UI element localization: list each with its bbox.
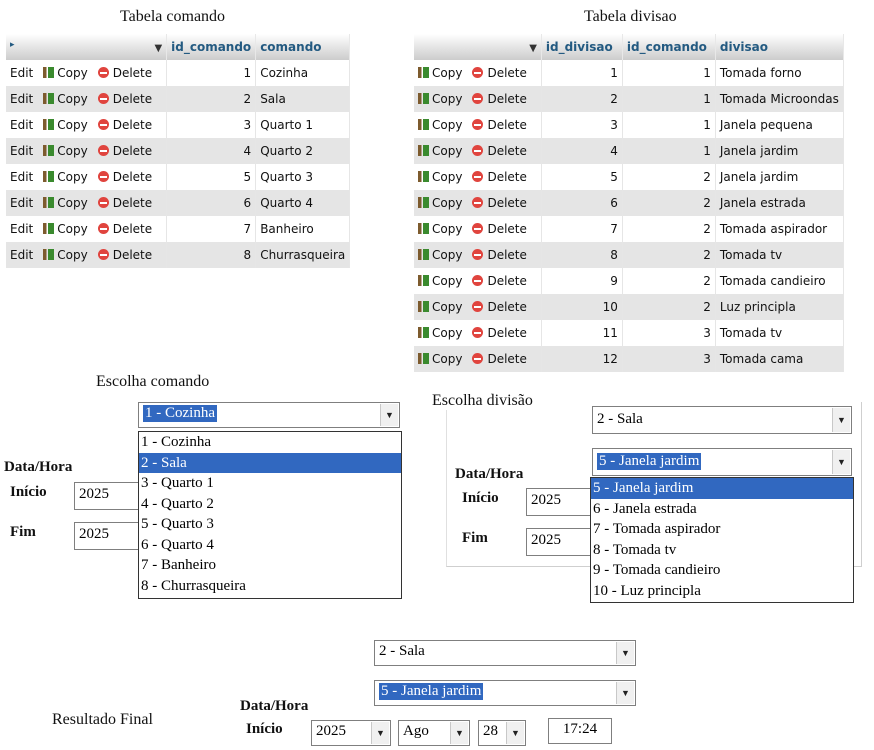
copy-icon: [43, 197, 54, 208]
delete-link[interactable]: [472, 66, 526, 80]
copy-link[interactable]: [43, 170, 87, 184]
delete-icon: [472, 93, 483, 104]
delete-link[interactable]: [472, 300, 526, 314]
comando-table-title: Tabela comando: [120, 8, 226, 25]
copy-icon: [418, 223, 429, 234]
delete-icon: [472, 249, 483, 260]
row-actions: [414, 190, 541, 216]
inicio-label: Início: [10, 484, 47, 500]
chevron-down-icon[interactable]: ▼: [450, 722, 468, 744]
copy-link[interactable]: [418, 326, 462, 340]
id-comando-cell: 1: [622, 112, 715, 138]
delete-label: Delete: [112, 66, 153, 80]
delete-label: Delete: [487, 144, 527, 158]
id-comando-cell: 2: [622, 164, 715, 190]
delete-icon: [472, 145, 483, 156]
id-divisao-cell: 10: [541, 294, 622, 320]
dropdown-option[interactable]: 5 - Janela jardim: [591, 478, 853, 499]
comando-cell: Quarto 2: [256, 138, 350, 164]
table-row: [6, 164, 350, 190]
comando-cell: Cozinha: [256, 60, 350, 86]
delete-label: Delete: [487, 248, 527, 262]
copy-link[interactable]: [418, 196, 462, 210]
delete-link[interactable]: [472, 196, 526, 210]
delete-link[interactable]: [98, 170, 152, 184]
delete-label: Delete: [487, 118, 527, 132]
day-select[interactable]: [478, 720, 526, 746]
copy-link[interactable]: [418, 170, 462, 184]
id-divisao-cell: 6: [541, 190, 622, 216]
escolha-divisao-title: Escolha divisão: [432, 392, 537, 410]
divisao-cell: Tomada tv: [715, 320, 843, 346]
id-divisao-cell: 2: [541, 86, 622, 112]
id-comando-cell: 2: [622, 190, 715, 216]
divisao-cell: Janela jardim: [715, 138, 843, 164]
row-actions: [414, 242, 541, 268]
id-comando-cell: 2: [167, 86, 256, 112]
divisao-table-title: Tabela divisao: [584, 8, 677, 25]
table-row: [6, 138, 350, 164]
row-actions: [414, 268, 541, 294]
dropdown-option[interactable]: 8 - Churrasqueira: [141, 577, 246, 594]
comando-cell: Quarto 1: [256, 112, 350, 138]
id-divisao-cell: 7: [541, 216, 622, 242]
delete-link[interactable]: [98, 196, 152, 210]
delete-icon: [472, 67, 483, 78]
id-divisao-cell: 4: [541, 138, 622, 164]
copy-link[interactable]: [418, 144, 462, 158]
delete-icon: [472, 275, 483, 286]
comando-select-value: 1 - Cozinha: [145, 405, 215, 421]
sort-down-icon[interactable]: ▼: [529, 43, 537, 54]
row-actions: [6, 86, 167, 112]
row-actions: [414, 86, 541, 112]
divisao-dropdown-list[interactable]: [590, 477, 854, 603]
resultado-divisao-select[interactable]: [374, 680, 636, 706]
delete-label: Delete: [487, 326, 527, 340]
row-actions: [414, 112, 541, 138]
delete-icon: [98, 67, 109, 78]
copy-link[interactable]: [43, 118, 87, 132]
copy-link[interactable]: [43, 92, 87, 106]
copy-icon: [418, 67, 429, 78]
id-comando-cell: 4: [167, 138, 256, 164]
id-comando-cell: 1: [622, 86, 715, 112]
delete-label: Delete: [112, 118, 153, 132]
divisao-select-value: 5 - Janela jardim: [599, 453, 700, 469]
table-row: [414, 216, 843, 242]
id-comando-cell: 3: [622, 320, 715, 346]
id-divisao-cell: 1: [541, 60, 622, 86]
copy-icon: [418, 275, 429, 286]
copy-label: Copy: [432, 274, 463, 288]
delete-label: Delete: [112, 144, 153, 158]
delete-icon: [472, 327, 483, 338]
copy-label: Copy: [57, 144, 88, 158]
table-options-header[interactable]: [6, 34, 167, 60]
table-row: [414, 60, 843, 86]
divisao-table: [414, 34, 844, 372]
copy-link[interactable]: [418, 118, 462, 132]
delete-icon: [98, 93, 109, 104]
divisao-cell: Tomada aspirador: [715, 216, 843, 242]
column-header-divisao[interactable]: divisao: [715, 34, 843, 60]
divisao-comando-select[interactable]: [592, 406, 852, 434]
comando-cell: Quarto 4: [256, 190, 350, 216]
row-actions: [6, 112, 167, 138]
id-comando-cell: 2: [622, 242, 715, 268]
delete-label: Delete: [487, 300, 527, 314]
id-comando-cell: 5: [167, 164, 256, 190]
row-actions: [414, 294, 541, 320]
delete-icon: [472, 353, 483, 364]
inicio-label: Início: [462, 490, 499, 506]
row-actions: [414, 346, 541, 372]
table-row: [6, 216, 350, 242]
chevron-down-icon[interactable]: ▼: [616, 682, 634, 704]
id-comando-cell: 7: [167, 216, 256, 242]
divisao-cell: Janela estrada: [715, 190, 843, 216]
id-divisao-cell: 9: [541, 268, 622, 294]
sort-down-icon[interactable]: ▼: [154, 43, 163, 54]
id-comando-cell: 2: [622, 216, 715, 242]
delete-label: Delete: [112, 170, 153, 184]
copy-link[interactable]: [418, 274, 462, 288]
day-value: 28: [483, 723, 498, 739]
delete-link[interactable]: [472, 92, 526, 106]
copy-label: Copy: [57, 118, 88, 132]
delete-icon: [472, 197, 483, 208]
dropdown-option[interactable]: 6 - Quarto 4: [141, 536, 214, 553]
divisao-cell: Janela pequena: [715, 112, 843, 138]
edit-link[interactable]: Edit: [10, 248, 34, 262]
table-row: [414, 86, 843, 112]
divisao-cell: Tomada Microondas: [715, 86, 843, 112]
year-value: 2025: [316, 723, 346, 739]
copy-icon: [418, 119, 429, 130]
delete-label: Delete: [487, 274, 527, 288]
delete-icon: [98, 145, 109, 156]
id-divisao-cell: 8: [541, 242, 622, 268]
escolha-comando-title: Escolha comando: [96, 373, 210, 390]
resultado-divisao-value: 5 - Janela jardim: [381, 683, 482, 699]
copy-label: Copy: [57, 222, 88, 236]
row-actions: [6, 216, 167, 242]
edit-link[interactable]: Edit: [10, 170, 34, 184]
divisao-cell: Luz principla: [715, 294, 843, 320]
copy-label: Copy: [432, 326, 463, 340]
delete-icon: [472, 223, 483, 234]
resultado-comando-select[interactable]: [374, 640, 636, 666]
delete-label: Delete: [487, 222, 527, 236]
dropdown-option[interactable]: 10 - Luz principla: [593, 582, 701, 599]
copy-link[interactable]: [418, 222, 462, 236]
inicio-year-input[interactable]: 2025: [526, 488, 592, 516]
column-header-id-comando[interactable]: id_comando: [622, 34, 715, 60]
copy-icon: [418, 327, 429, 338]
dropdown-option[interactable]: 9 - Tomada candieiro: [593, 562, 721, 578]
delete-link[interactable]: [98, 248, 152, 262]
copy-label: Copy: [57, 66, 88, 80]
datahora-label: Data/Hora: [455, 466, 524, 482]
copy-link[interactable]: [43, 66, 87, 80]
copy-label: Copy: [432, 196, 463, 210]
copy-label: Copy: [57, 92, 88, 106]
row-actions: [414, 216, 541, 242]
delete-icon: [472, 301, 483, 312]
copy-link[interactable]: [43, 196, 87, 210]
id-comando-cell: 2: [622, 268, 715, 294]
dropdown-option[interactable]: 7 - Tomada aspirador: [593, 521, 721, 537]
copy-icon: [43, 93, 54, 104]
fim-year-input[interactable]: 2025: [74, 522, 140, 550]
copy-label: Copy: [432, 118, 463, 132]
column-header-id-comando[interactable]: id_comando: [167, 34, 256, 60]
chevron-down-icon[interactable]: ▼: [832, 450, 850, 474]
copy-label: Copy: [432, 66, 463, 80]
delete-link[interactable]: [472, 118, 526, 132]
delete-icon: [98, 197, 109, 208]
delete-label: Delete: [487, 66, 527, 80]
table-row: [6, 242, 350, 268]
delete-label: Delete: [487, 196, 527, 210]
delete-label: Delete: [487, 352, 527, 366]
id-divisao-cell: 3: [541, 112, 622, 138]
row-actions: [6, 138, 167, 164]
expand-arrow-icon[interactable]: ▸: [10, 40, 15, 50]
dropdown-option[interactable]: 2 - Sala: [139, 453, 401, 474]
divisao-cell: Tomada cama: [715, 346, 843, 372]
fim-year-input[interactable]: 2025: [526, 528, 592, 556]
inicio-year-input[interactable]: 2025: [74, 482, 140, 510]
table-row: [414, 112, 843, 138]
row-actions: [414, 138, 541, 164]
month-value: Ago: [403, 723, 429, 739]
comando-table: [6, 34, 350, 268]
fim-label: Fim: [10, 524, 36, 540]
copy-icon: [43, 223, 54, 234]
table-row: [414, 242, 843, 268]
copy-icon: [43, 145, 54, 156]
id-comando-cell: 1: [167, 60, 256, 86]
divisao-cell: Tomada candieiro: [715, 268, 843, 294]
table-row: [6, 60, 350, 86]
divisao-cell: Janela jardim: [715, 164, 843, 190]
copy-icon: [43, 67, 54, 78]
copy-link[interactable]: [418, 66, 462, 80]
table-row: [414, 346, 843, 372]
delete-label: Delete: [112, 196, 153, 210]
dropdown-option[interactable]: 6 - Janela estrada: [593, 500, 697, 517]
id-comando-cell: 3: [167, 112, 256, 138]
copy-label: Copy: [432, 352, 463, 366]
table-row: [6, 86, 350, 112]
copy-label: Copy: [432, 170, 463, 184]
row-actions: [414, 320, 541, 346]
datahora-label: Data/Hora: [240, 698, 309, 714]
copy-label: Copy: [57, 196, 88, 210]
delete-label: Delete: [112, 92, 153, 106]
copy-label: Copy: [432, 144, 463, 158]
copy-icon: [418, 197, 429, 208]
time-input[interactable]: 17:24: [548, 718, 612, 744]
comando-cell: Churrasqueira: [256, 242, 350, 268]
copy-icon: [418, 249, 429, 260]
delete-link[interactable]: [472, 326, 526, 340]
comando-cell: Banheiro: [256, 216, 350, 242]
resultado-title: Resultado Final: [52, 711, 153, 728]
copy-label: Copy: [57, 248, 88, 262]
delete-label: Delete: [112, 248, 153, 262]
row-actions: [6, 242, 167, 268]
table-row: [414, 320, 843, 346]
divisao-cell: Tomada forno: [715, 60, 843, 86]
year-select[interactable]: [311, 720, 391, 746]
copy-icon: [43, 119, 54, 130]
edit-link[interactable]: Edit: [10, 222, 34, 236]
id-divisao-cell: 12: [541, 346, 622, 372]
edit-link[interactable]: Edit: [10, 66, 34, 80]
table-row: [414, 294, 843, 320]
dropdown-option[interactable]: 1 - Cozinha: [141, 434, 211, 450]
delete-link[interactable]: [98, 144, 152, 158]
copy-label: Copy: [432, 300, 463, 314]
delete-link[interactable]: [98, 92, 152, 106]
id-divisao-cell: 11: [541, 320, 622, 346]
delete-link[interactable]: [472, 274, 526, 288]
table-row: [414, 138, 843, 164]
copy-icon: [43, 249, 54, 260]
month-select[interactable]: [398, 720, 470, 746]
chevron-down-icon[interactable]: ▼: [832, 408, 850, 432]
edit-link[interactable]: Edit: [10, 118, 34, 132]
fim-label: Fim: [462, 530, 488, 546]
edit-link[interactable]: Edit: [10, 144, 34, 158]
chevron-down-icon[interactable]: ▼: [506, 722, 524, 744]
row-actions: [6, 190, 167, 216]
copy-link[interactable]: [418, 352, 462, 366]
copy-label: Copy: [432, 248, 463, 262]
edit-link[interactable]: Edit: [10, 196, 34, 210]
copy-link[interactable]: [43, 248, 87, 262]
row-actions: [6, 164, 167, 190]
delete-link[interactable]: [98, 222, 152, 236]
chevron-down-icon[interactable]: ▼: [380, 404, 398, 426]
copy-label: Copy: [57, 170, 88, 184]
column-header-comando[interactable]: comando: [256, 34, 350, 60]
delete-link[interactable]: [472, 222, 526, 236]
comando-cell: Quarto 3: [256, 164, 350, 190]
copy-icon: [418, 145, 429, 156]
column-header-id-divisao[interactable]: id_divisao: [541, 34, 622, 60]
table-row: [6, 190, 350, 216]
copy-label: Copy: [432, 222, 463, 236]
comando-dropdown-list[interactable]: [138, 431, 402, 599]
inicio-label: Início: [246, 721, 283, 737]
dropdown-option[interactable]: 7 - Banheiro: [141, 557, 216, 573]
delete-icon: [472, 171, 483, 182]
table-options-header[interactable]: [414, 34, 541, 60]
dropdown-option[interactable]: 5 - Quarto 3: [141, 516, 214, 532]
table-row: [6, 112, 350, 138]
chevron-down-icon[interactable]: ▼: [616, 642, 634, 664]
datahora-label: Data/Hora: [4, 459, 73, 475]
copy-link[interactable]: [418, 300, 462, 314]
delete-label: Delete: [112, 222, 153, 236]
row-actions: [6, 60, 167, 86]
dropdown-option[interactable]: 4 - Quarto 2: [141, 495, 214, 512]
id-comando-cell: 6: [167, 190, 256, 216]
delete-label: Delete: [487, 170, 527, 184]
delete-link[interactable]: [472, 170, 526, 184]
delete-icon: [98, 119, 109, 130]
row-actions: [414, 164, 541, 190]
divisao-select[interactable]: [592, 448, 852, 476]
copy-icon: [418, 301, 429, 312]
table-row: [414, 164, 843, 190]
delete-icon: [98, 249, 109, 260]
id-comando-cell: 1: [622, 60, 715, 86]
table-row: [414, 190, 843, 216]
copy-link[interactable]: [418, 248, 462, 262]
delete-link[interactable]: [472, 144, 526, 158]
table-row: [414, 268, 843, 294]
id-comando-cell: 8: [167, 242, 256, 268]
delete-icon: [98, 171, 109, 182]
copy-icon: [43, 171, 54, 182]
delete-link[interactable]: [98, 118, 152, 132]
delete-label: Delete: [487, 92, 527, 106]
copy-label: Copy: [432, 92, 463, 106]
comando-cell: Sala: [256, 86, 350, 112]
resultado-comando-value: 2 - Sala: [379, 643, 425, 659]
dropdown-option[interactable]: 8 - Tomada tv: [593, 541, 677, 558]
delete-icon: [472, 119, 483, 130]
copy-link[interactable]: [43, 222, 87, 236]
divisao-cell: Tomada tv: [715, 242, 843, 268]
copy-icon: [418, 171, 429, 182]
dropdown-option[interactable]: 3 - Quarto 1: [141, 475, 214, 491]
delete-link[interactable]: [472, 248, 526, 262]
divisao-comando-select-value: 2 - Sala: [597, 411, 643, 427]
comando-select[interactable]: [138, 402, 400, 428]
delete-link[interactable]: [98, 66, 152, 80]
chevron-down-icon[interactable]: ▼: [371, 722, 389, 744]
copy-link[interactable]: [418, 92, 462, 106]
copy-link[interactable]: [43, 144, 87, 158]
row-actions: [414, 60, 541, 86]
id-comando-cell: 1: [622, 138, 715, 164]
copy-icon: [418, 93, 429, 104]
delete-link[interactable]: [472, 352, 526, 366]
edit-link[interactable]: Edit: [10, 92, 34, 106]
id-comando-cell: 3: [622, 346, 715, 372]
id-comando-cell: 2: [622, 294, 715, 320]
delete-icon: [98, 223, 109, 234]
id-divisao-cell: 5: [541, 164, 622, 190]
copy-icon: [418, 353, 429, 364]
